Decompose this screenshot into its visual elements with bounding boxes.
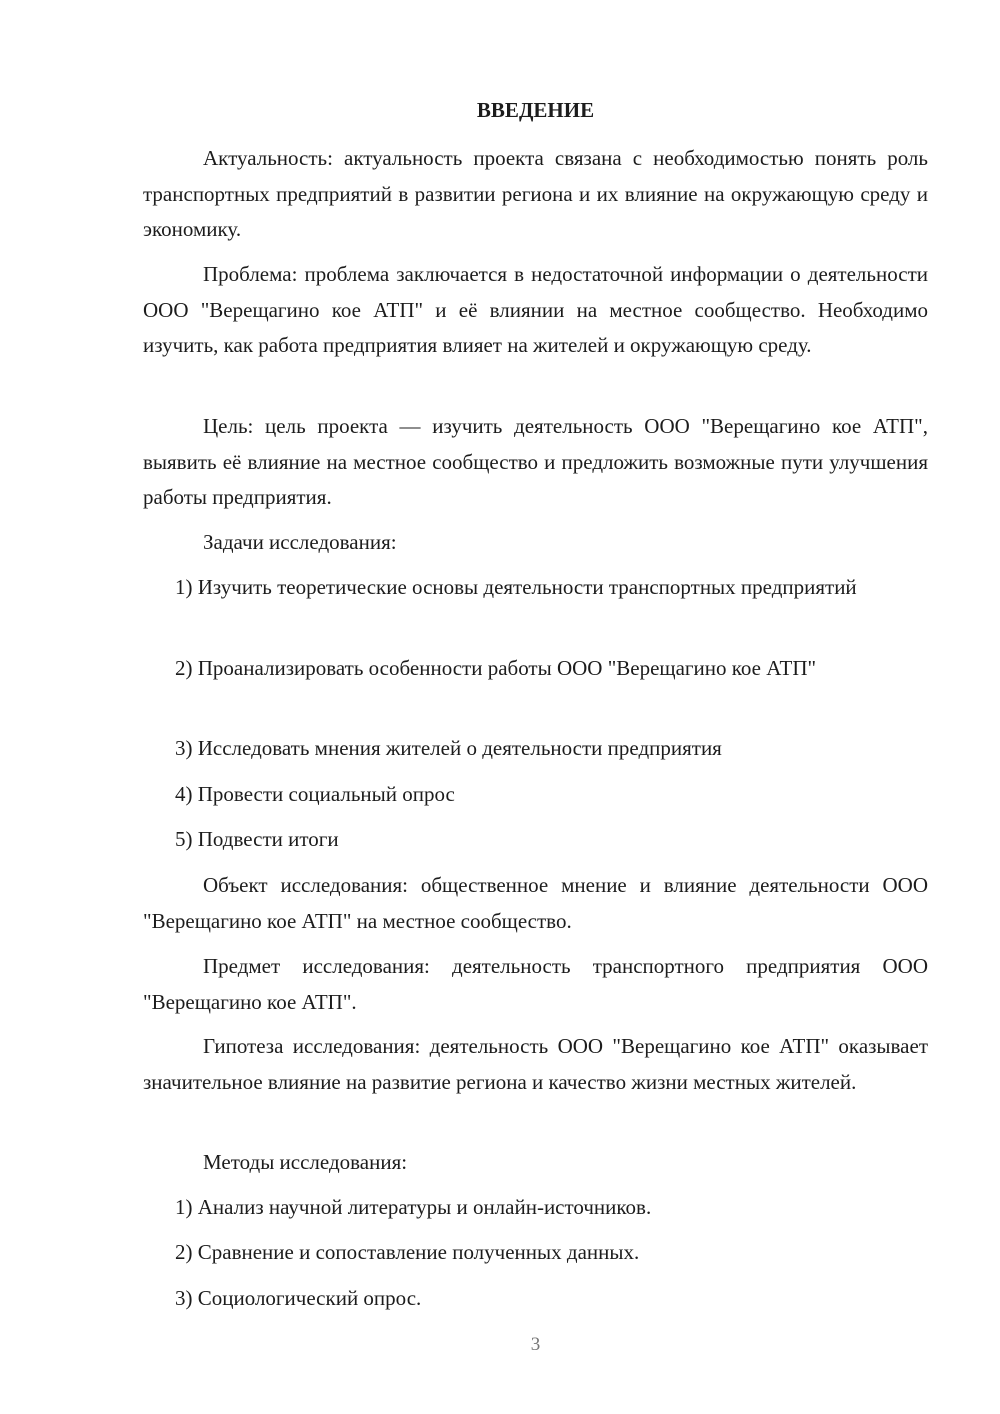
page-number: 3 xyxy=(530,1334,541,1355)
task-item-2: 2) Проанализировать особенности работы ООО "Верещагино кое АТП" xyxy=(175,656,817,680)
task-item-4: 4) Провести социальный опрос xyxy=(175,782,455,806)
paragraph-object: Объект исследования: общественное мнение и влияние деятельности ООО "Верещагино кое АТП" на местное сообщество. xyxy=(143,873,928,933)
paragraph-subject: Предмет исследования: деятельность транспортного предприятия ООО "Верещагино кое АТП". xyxy=(143,954,928,1014)
task-item-1: 1) Изучить теоретические основы деятельности транспортных предприятий xyxy=(175,575,857,599)
paragraph-hypothesis: Гипотеза исследования: деятельность ООО "Верещагино кое АТП" оказывает значительное влияние на развитие региона и качество жизни местных жителей. xyxy=(143,1034,928,1094)
methods-heading: Методы исследования: xyxy=(203,1150,408,1174)
method-item-2: 2) Сравнение и сопоставление полученных данных. xyxy=(175,1240,640,1264)
document-page xyxy=(143,0,928,1414)
tasks-heading: Задачи исследования: xyxy=(203,530,397,554)
method-item-3: 3) Социологический опрос. xyxy=(175,1286,422,1310)
method-item-1: 1) Анализ научной литературы и онлайн-источников. xyxy=(175,1195,652,1219)
task-item-3: 3) Исследовать мнения жителей о деятельности предприятия xyxy=(175,736,722,760)
paragraph-goal: Цель: цель проекта — изучить деятельность ООО "Верещагино кое АТП", выявить её влияние на местное сообщество и предложить возможные пути улучшения работы предприятия. xyxy=(143,414,928,509)
paragraph-relevance: Актуальность: актуальность проекта связана с необходимостью понять роль транспортных предприятий в развитии региона и их влияние на окружающую среду и экономику. xyxy=(143,146,928,241)
task-item-5: 5) Подвести итоги xyxy=(175,827,339,851)
paragraph-problem: Проблема: проблема заключается в недостаточной информации о деятельности ООО "Верещагино кое АТП" и её влиянии на местное сообщество. Необходимо изучить, как работа предприятия влияет на жителей и окружающую среду. xyxy=(143,262,928,357)
page-title: ВВЕДЕНИЕ xyxy=(476,98,595,122)
